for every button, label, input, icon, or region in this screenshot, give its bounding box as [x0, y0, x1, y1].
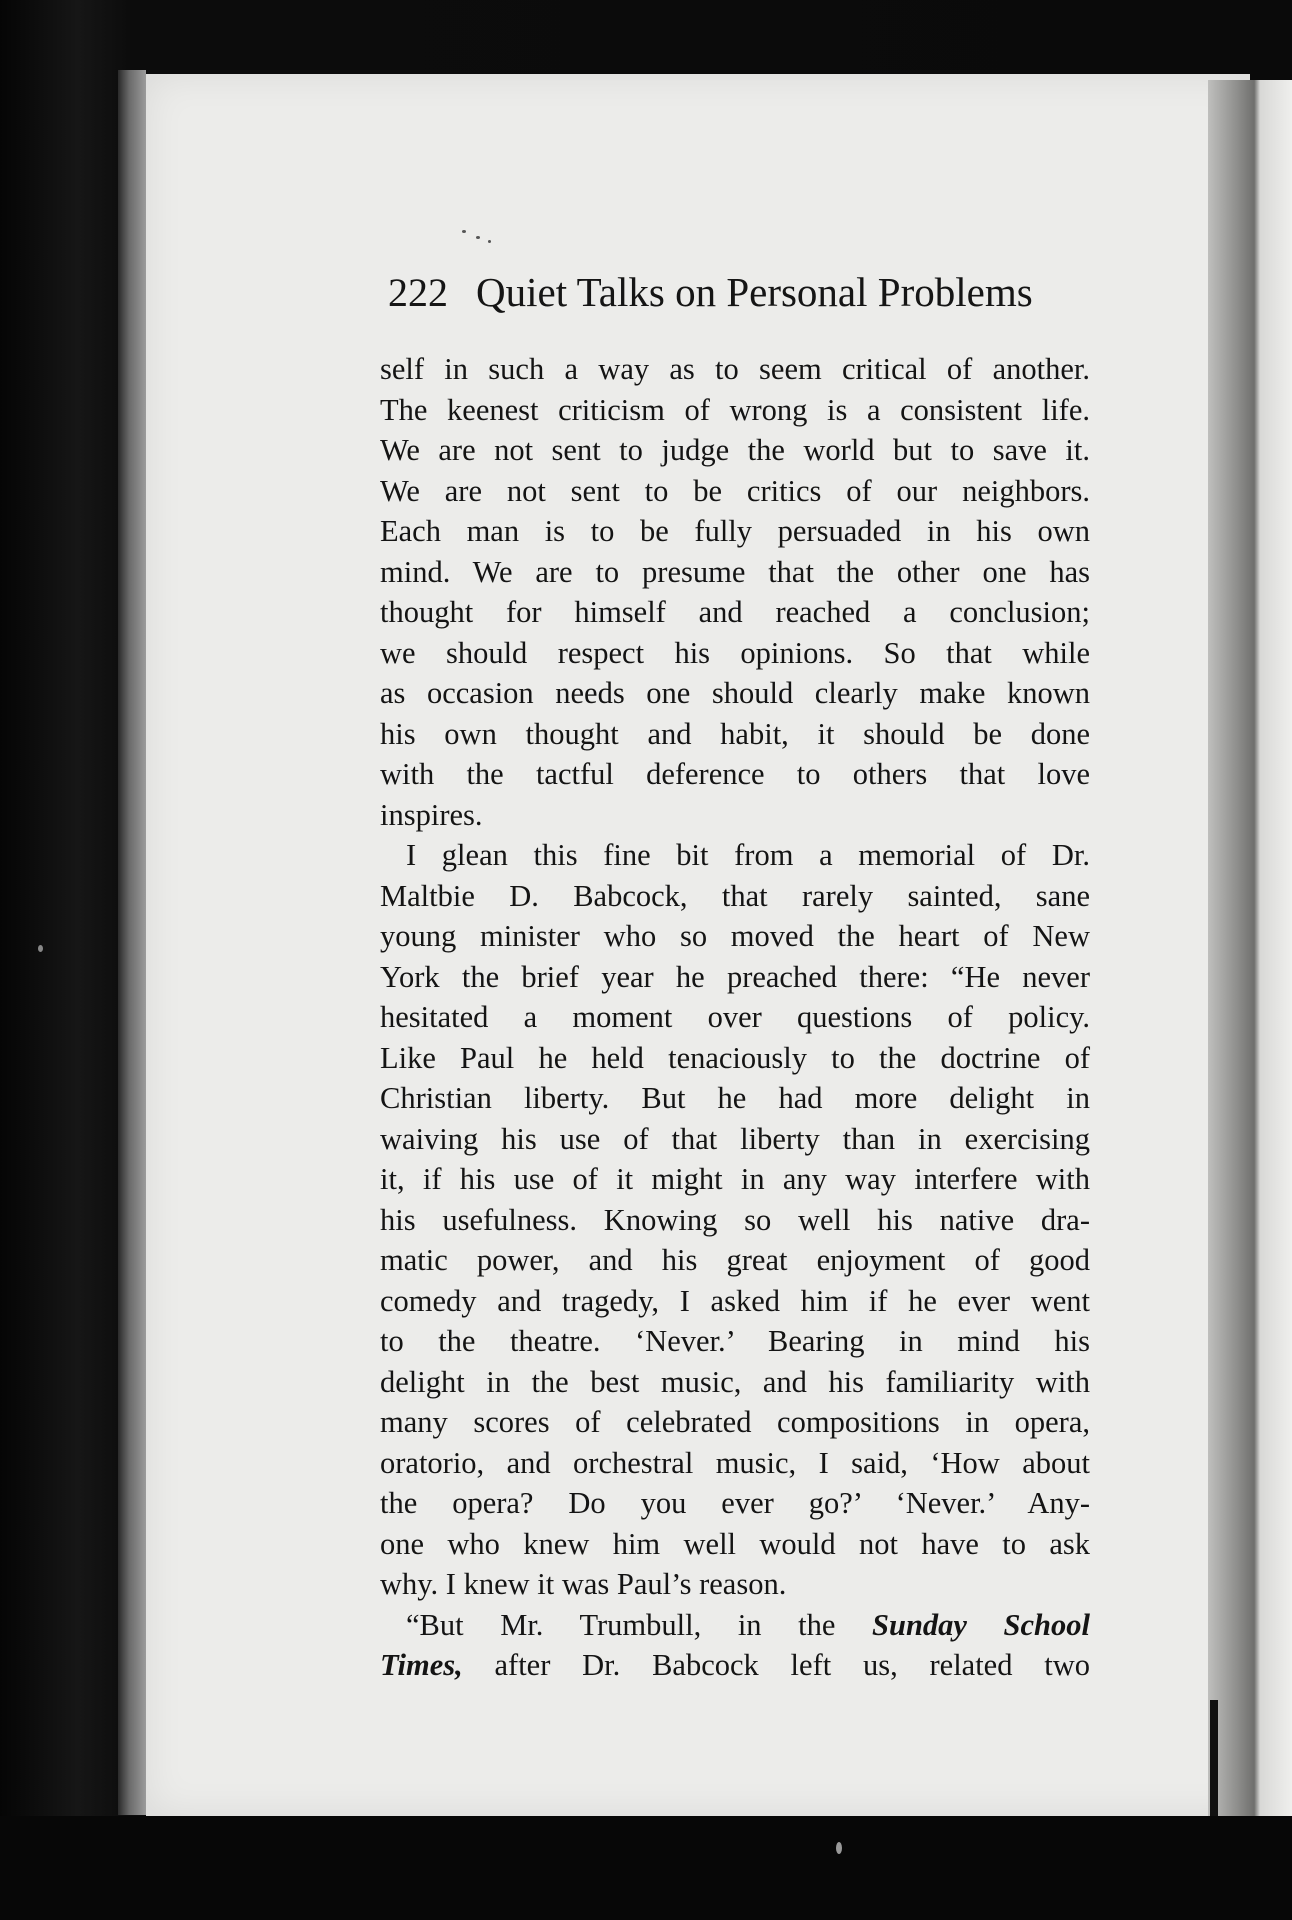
- text-line: as occasion needs one should clearly make known: [380, 676, 1090, 710]
- italic-title: Times,: [380, 1648, 463, 1682]
- page-number: 222: [388, 270, 448, 315]
- dust-speck: [462, 230, 466, 233]
- text-line: waiving his use of that liberty than in exercising: [380, 1121, 1090, 1156]
- text-line: self in such a way as to seem critical of another.: [380, 352, 1090, 386]
- text-line: to the theatre. ‘Never.’ Bearing in mind his: [380, 1324, 1090, 1358]
- book-spine-edge: [118, 70, 146, 1815]
- text-line: The keenest criticism of wrong is a consistent life.: [380, 392, 1090, 427]
- text-line: why. I knew it was Paul’s reason.: [380, 1567, 787, 1601]
- text-line: young minister who so moved the heart of New: [380, 919, 1090, 953]
- text-line: with the tactful deference to others that love: [380, 757, 1090, 791]
- text-line: many scores of celebrated compositions in opera,: [380, 1405, 1090, 1439]
- dust-speck: [488, 240, 491, 243]
- text-line: thought for himself and reached a conclusion;: [380, 595, 1090, 629]
- text-line: We are not sent to be critics of our neighbors.: [380, 473, 1090, 508]
- italic-title: Sunday School: [872, 1607, 1090, 1642]
- text-line: Christian liberty. But he had more delight in: [380, 1081, 1090, 1115]
- dust-speck: [38, 945, 43, 952]
- text-line: we should respect his opinions. So that while: [380, 635, 1090, 670]
- text-line: his usefulness. Knowing so well his native dra-: [380, 1202, 1090, 1237]
- text-line: Maltbie D. Babcock, that rarely sainted, sane: [380, 878, 1090, 913]
- text-run: “But Mr. Trumbull, in the: [406, 1607, 836, 1642]
- text-line: Like Paul he held tenaciously to the doctrine of: [380, 1040, 1090, 1075]
- text-line: oratorio, and orchestral music, I said, ‘How about: [380, 1445, 1090, 1480]
- running-title: Quiet Talks on Personal Problems: [476, 269, 1033, 315]
- text-line: York the brief year he preached there: “He never: [380, 959, 1090, 994]
- text-line: his own thought and habit, it should be done: [380, 716, 1090, 751]
- paragraph-1: [380, 349, 1090, 835]
- running-header: [388, 268, 1088, 316]
- text-line: delight in the best music, and his familiarity with: [380, 1364, 1090, 1399]
- text-line: [380, 1605, 1090, 1646]
- paragraph-2: [380, 835, 1090, 1605]
- text-line: [380, 1645, 1090, 1686]
- body-text: [380, 349, 1090, 1686]
- text-run: after Dr. Babcock left us, related two: [494, 1648, 1090, 1682]
- text-line: Each man is to be fully persuaded in his own: [380, 514, 1090, 548]
- text-line: hesitated a moment over questions of policy.: [380, 1000, 1090, 1034]
- text-line: the opera? Do you ever go?’ ‘Never.’ Any-: [380, 1486, 1090, 1520]
- scan-bottom-border: [0, 1816, 1292, 1920]
- text-line: We are not sent to judge the world but to save it.: [380, 433, 1090, 467]
- text-line: it, if his use of it might in any way interfere with: [380, 1162, 1090, 1196]
- text-line: mind. We are to presume that the other one has: [380, 554, 1090, 589]
- dust-speck: [476, 236, 480, 239]
- text-line: comedy and tragedy, I asked him if he ever went: [380, 1283, 1090, 1318]
- paragraph-3: [380, 1605, 1090, 1686]
- text-line: matic power, and his great enjoyment of good: [380, 1243, 1090, 1277]
- text-line: inspires.: [380, 797, 483, 832]
- text-line: I glean this fine bit from a memorial of Dr.: [406, 838, 1090, 872]
- dust-speck: [836, 1842, 842, 1854]
- text-line: one who knew him well would not have to ask: [380, 1526, 1090, 1561]
- page-edge-shadow: [1210, 1700, 1218, 1818]
- adjacent-page-edge: [1208, 80, 1292, 1820]
